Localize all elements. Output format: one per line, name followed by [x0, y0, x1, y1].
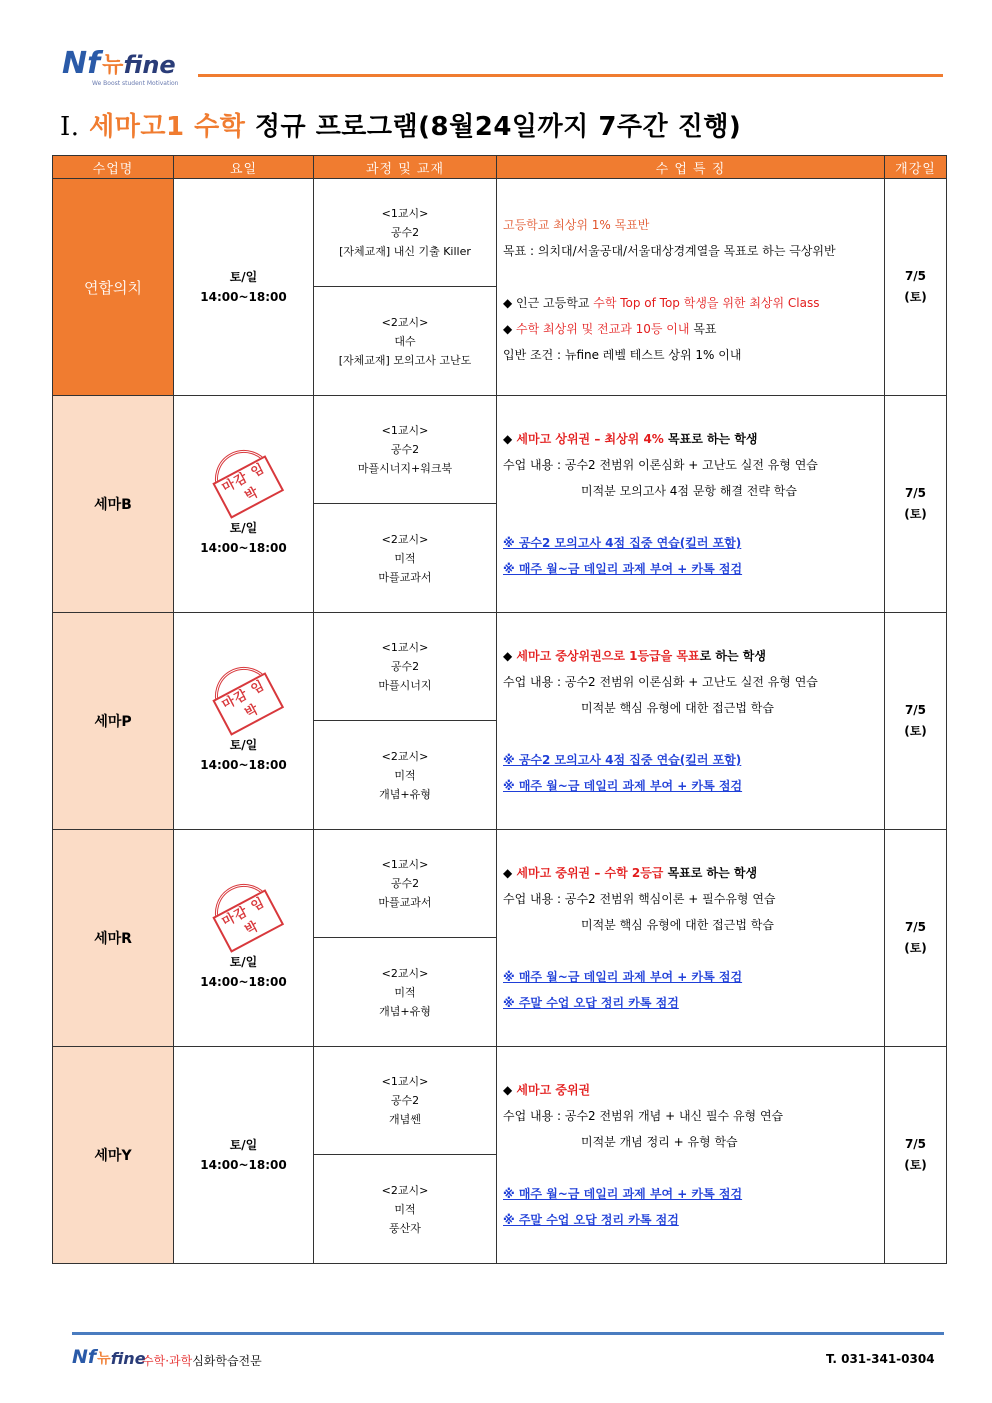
- feature-content: 미적분 개념 정리 + 유형 학습: [581, 1135, 738, 1149]
- period-book: 개념쎈: [389, 1113, 421, 1126]
- feature-content: 수업 내용 : 공수2 전범위 개념 + 내신 필수 유형 연습: [503, 1109, 784, 1123]
- feature-highlight: 세마고 상위권 – 최상위 4%: [516, 432, 664, 446]
- footer-logo: [72, 1346, 146, 1368]
- schedule-cell: [174, 1047, 314, 1264]
- period-subject: 공수2: [390, 660, 420, 673]
- col-header-features: 수 업 특 징: [497, 156, 885, 179]
- class-name: 세마P: [53, 613, 174, 830]
- period-subject: 미적: [394, 551, 416, 565]
- brand-logo: [62, 48, 176, 79]
- feature-bullet: ◆: [503, 649, 517, 663]
- feature-target: [503, 426, 878, 452]
- feature-note: ※ 공수2 모의고사 4점 집중 연습(킬러 포함): [503, 536, 742, 550]
- feature-note: ※ 주말 수업 오답 정리 카톡 점검: [503, 1213, 679, 1227]
- class-day: 토/일: [229, 270, 258, 284]
- stamp-text: 마감 임박: [212, 889, 284, 952]
- table-row: [53, 179, 947, 287]
- feature-headline: 고등학교 최상위 1% 목표반: [503, 218, 650, 232]
- period-book: 마플교과서: [378, 896, 432, 909]
- open-day: (토): [904, 724, 927, 738]
- class-name: 세마B: [53, 396, 174, 613]
- logo-korean: 뉴: [102, 53, 124, 78]
- open-date: 7/5: [904, 703, 927, 717]
- feature-point: [503, 316, 878, 342]
- period-label: <1교시>: [381, 858, 429, 871]
- period-subject: 공수2: [390, 443, 420, 456]
- program-table: [52, 155, 947, 1264]
- features-cell: [497, 396, 885, 613]
- logo-nf-text: Nf: [62, 46, 101, 81]
- class-time: 14:00~18:00: [200, 541, 287, 555]
- feature-text: 목표로 하는 학생: [663, 432, 758, 446]
- spacer: [503, 264, 878, 290]
- open-date-cell: [885, 613, 947, 830]
- period-label: <2교시>: [381, 749, 429, 763]
- period-book: 마플시너지+워크북: [357, 462, 453, 475]
- feature-text: 로 하는 학생: [699, 649, 766, 663]
- feature-bullet: ◆: [503, 432, 517, 446]
- period1-cell: [314, 179, 497, 287]
- period-label: <2교시>: [381, 315, 429, 329]
- period-book: 개념+유형: [379, 787, 431, 801]
- col-header-course: 과정 및 교재: [314, 156, 497, 179]
- schedule-cell: [174, 396, 314, 613]
- period-book: [자체교재] 모의고사 고난도: [338, 353, 472, 367]
- period1-cell: [314, 613, 497, 721]
- stamp-text: 마감 임박: [212, 672, 284, 735]
- deadline-stamp: [204, 874, 282, 952]
- features-cell: [497, 830, 885, 1047]
- period-label: <1교시>: [381, 207, 429, 220]
- open-day: (토): [904, 290, 927, 304]
- period1-cell: [314, 830, 497, 938]
- feature-highlight: 세마고 중위권 – 수학 2등급: [516, 866, 664, 880]
- feature-content: 미적분 핵심 유형에 대한 접근법 학습: [581, 918, 774, 932]
- feature-text: 목표로 하는 학생: [663, 866, 758, 880]
- table-row: [53, 613, 947, 721]
- period2-cell: [314, 287, 497, 396]
- feature-note: ※ 매주 월~금 데일리 과제 부여 + 카톡 점검: [503, 970, 743, 984]
- feature-target: [503, 860, 878, 886]
- spacer: [503, 938, 878, 964]
- features-cell: [497, 179, 885, 396]
- open-date-cell: [885, 396, 947, 613]
- feature-content: 미적분 모의고사 4점 문항 해결 전략 학습: [581, 484, 797, 498]
- class-name: 연합의치: [53, 179, 174, 396]
- period-book: [자체교재] 내신 기출 Killer: [339, 245, 471, 258]
- schedule-cell: [174, 830, 314, 1047]
- period-subject: 미적: [394, 768, 416, 782]
- feature-bullet: ◆: [503, 866, 517, 880]
- footer-phone: T. 031-341-0304: [826, 1352, 935, 1366]
- slogan-science: ·과학: [165, 1354, 193, 1368]
- footer-logo-fine: fine: [110, 1349, 146, 1368]
- open-date: 7/5: [904, 920, 927, 934]
- feature-content: 미적분 핵심 유형에 대한 접근법 학습: [581, 701, 774, 715]
- feature-point: [503, 290, 878, 316]
- feature-target: [503, 1077, 878, 1103]
- spacer: [503, 1155, 878, 1181]
- open-date-cell: [885, 1047, 947, 1264]
- logo-tagline: We Boost student Motivation: [92, 80, 179, 87]
- period2-cell: [314, 721, 497, 830]
- period-label: <1교시>: [381, 641, 429, 654]
- table-row: [53, 396, 947, 504]
- period-label: <2교시>: [381, 1183, 429, 1197]
- title-rest: 정규 프로그램(8월24일까지 7주간 진행): [254, 112, 742, 142]
- col-header-name: 수업명: [53, 156, 174, 179]
- footer-slogan: [142, 1352, 262, 1369]
- period-book: 개념+유형: [379, 1004, 431, 1018]
- class-day: 토/일: [229, 955, 258, 969]
- feature-bullet: ◆ 인근 고등학교: [503, 296, 594, 310]
- feature-text: 목표: [689, 322, 717, 336]
- col-header-open: 개강일: [885, 156, 947, 179]
- feature-note: ※ 매주 월~금 데일리 과제 부여 + 카톡 점검: [503, 562, 743, 576]
- period-label: <1교시>: [381, 424, 429, 437]
- footer-logo-korean: 뉴: [97, 1351, 111, 1367]
- class-day: 토/일: [229, 1138, 258, 1152]
- open-day: (토): [904, 507, 927, 521]
- period1-cell: [314, 1047, 497, 1155]
- period-book: 마플시너지: [378, 679, 432, 692]
- feature-goal: 목표 : 의치대/서울공대/서울대상경계열을 목표로 하는 극상위반: [503, 244, 836, 258]
- logo-fine: fine: [123, 51, 176, 79]
- open-date: 7/5: [904, 269, 927, 283]
- feature-content: 수업 내용 : 공수2 전범위 핵심이론 + 필수유형 연습: [503, 892, 776, 906]
- class-time: 14:00~18:00: [200, 1158, 287, 1172]
- title-accent: 세마고1 수학: [89, 112, 246, 142]
- open-date: 7/5: [904, 1137, 927, 1151]
- open-day: (토): [904, 1158, 927, 1172]
- open-date-cell: [885, 179, 947, 396]
- spacer: [503, 504, 878, 530]
- period-book: 마플교과서: [378, 570, 432, 584]
- open-date-cell: [885, 830, 947, 1047]
- period-subject: 공수2: [390, 1094, 420, 1107]
- feature-note: ※ 주말 수업 오답 정리 카톡 점검: [503, 996, 679, 1010]
- feature-condition: 입반 조건 : 뉴fine 레벨 테스트 상위 1% 이내: [503, 348, 742, 362]
- class-time: 14:00~18:00: [200, 290, 287, 304]
- class-day: 토/일: [229, 521, 258, 535]
- feature-target: [503, 643, 878, 669]
- class-day: 토/일: [229, 738, 258, 752]
- period-subject: 공수2: [390, 226, 420, 239]
- stamp-text: 마감 임박: [212, 455, 284, 518]
- feature-note: ※ 매주 월~금 데일리 과제 부여 + 카톡 점검: [503, 779, 743, 793]
- feature-highlight: 세마고 중위권: [516, 1083, 591, 1097]
- period2-cell: [314, 1155, 497, 1264]
- period2-cell: [314, 504, 497, 613]
- schedule-cell: [174, 613, 314, 830]
- feature-content: 수업 내용 : 공수2 전범위 이론심화 + 고난도 실전 유형 연습: [503, 458, 818, 472]
- class-time: 14:00~18:00: [200, 758, 287, 772]
- feature-note: ※ 매주 월~금 데일리 과제 부여 + 카톡 점검: [503, 1187, 743, 1201]
- feature-bullet: ◆: [503, 322, 517, 336]
- deadline-stamp: [204, 657, 282, 735]
- feature-highlight: 수학 최상위 및 전교과 10등 이내: [516, 322, 690, 336]
- slogan-math: 수학: [142, 1354, 166, 1368]
- period-subject: 대수: [394, 334, 416, 348]
- period-label: <2교시>: [381, 532, 429, 546]
- schedule-cell: [174, 179, 314, 396]
- period-label: <1교시>: [381, 1075, 429, 1088]
- period-subject: 미적: [394, 1202, 416, 1216]
- period-subject: 미적: [394, 985, 416, 999]
- deadline-stamp: [204, 440, 282, 518]
- feature-highlight: 세마고 중상위권으로 1등급을 목표: [516, 649, 700, 663]
- features-cell: [497, 1047, 885, 1264]
- period1-cell: [314, 396, 497, 504]
- open-day: (토): [904, 941, 927, 955]
- feature-content: 수업 내용 : 공수2 전범위 이론심화 + 고난도 실전 유형 연습: [503, 675, 818, 689]
- class-time: 14:00~18:00: [200, 975, 287, 989]
- period2-cell: [314, 938, 497, 1047]
- feature-note: ※ 공수2 모의고사 4점 집중 연습(킬러 포함): [503, 753, 742, 767]
- col-header-day: 요일: [174, 156, 314, 179]
- feature-highlight: 수학 Top of Top 학생을 위한 최상위 Class: [593, 296, 820, 310]
- spacer: [503, 721, 878, 747]
- period-book: 풍산자: [389, 1221, 421, 1235]
- table-header-row: [53, 156, 947, 179]
- table-row: [53, 1047, 947, 1155]
- header-rule: [198, 74, 943, 77]
- features-cell: [497, 613, 885, 830]
- period-label: <2교시>: [381, 966, 429, 980]
- class-name: 세마Y: [53, 1047, 174, 1264]
- feature-bullet: ◆: [503, 1083, 517, 1097]
- period-subject: 공수2: [390, 877, 420, 890]
- table-row: [53, 830, 947, 938]
- slogan-rest: 심화학습전문: [192, 1354, 262, 1368]
- title-roman: Ⅰ.: [60, 112, 80, 142]
- footer-logo-nf: Nf: [72, 1346, 97, 1368]
- open-date: 7/5: [904, 486, 927, 500]
- logo-mark: [62, 46, 101, 81]
- footer-rule: [72, 1332, 944, 1335]
- class-name: 세마R: [53, 830, 174, 1047]
- page-title: [60, 106, 741, 143]
